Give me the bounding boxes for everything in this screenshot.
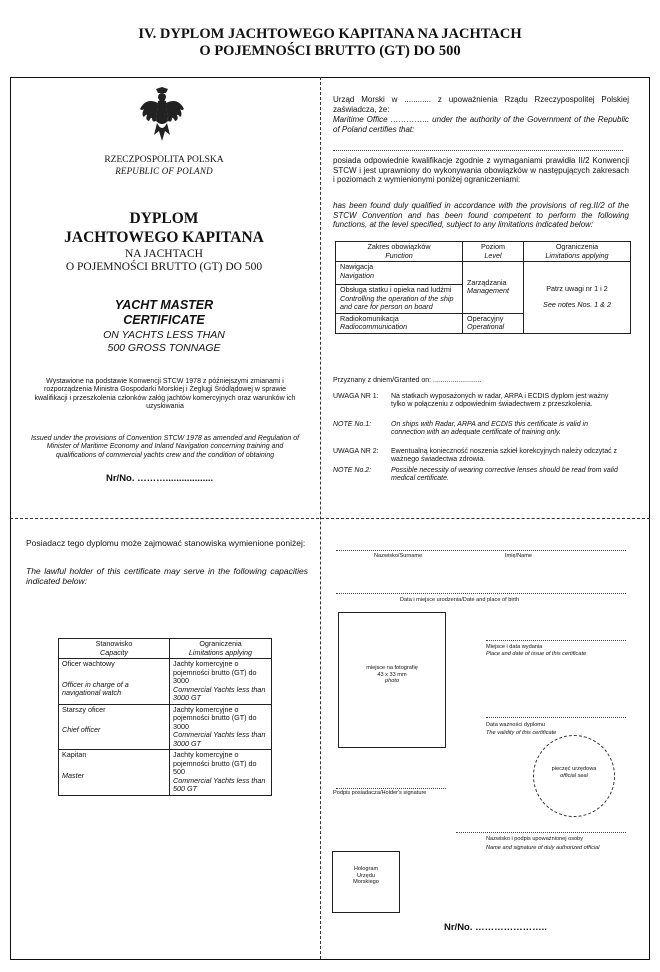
note2-pl: Ewentualną konieczność noszenia szkieł korekcyjnych należy odczytać z ważnego świadectwa zdrowia. (391, 448, 618, 464)
hologram-line-3: Morskiego (353, 879, 379, 886)
functions-table (335, 241, 631, 334)
seal-label-en: official seal (560, 772, 588, 779)
title-en-4: 500 GROSS TONNAGE (107, 342, 221, 354)
limitation-cell (170, 659, 272, 705)
header-limitations (170, 639, 272, 659)
header-level-en: Level (484, 250, 502, 260)
capacity-en: Officer in charge of a navigational watch (62, 679, 129, 697)
header-capacity-pl: Stanowisko (95, 639, 133, 648)
qualified-statement-pl: posiada odpowiednie kwalifikacje zgodnie z wymaganiami prawidła II/2 Konwencji STCW i jest uprawniony do wykonywania obowiązków w następujących zakresach i poziomach z wymienionymi poniżej ograniczeniami: (333, 156, 629, 184)
header-limitations-en: Limitations applying (545, 250, 609, 260)
issued-statement-pl: Wystawione na podstawie Konwencji STCW 1978 z późniejszymi zmianami i rozporządzenia Ministra Gospodarki Morskiej i Żeglugi Śródlądowej w sprawie kwalifikacji i przeszkolenia członków załóg jachtów komercyjnych oraz warunków ich uzyskiwania (34, 378, 296, 411)
state-name-pl: RZECZPOSPOLITA POLSKA (104, 155, 224, 165)
title-en-1: YACHT MASTER (114, 298, 214, 312)
limitation-en: Commercial Yachts less than 3000 GT (173, 730, 266, 748)
level-management-pl: Zarządzania (467, 277, 507, 287)
seal-label-pl: pieczęć urzędowa (551, 766, 597, 772)
official-seal-placeholder (533, 735, 615, 817)
functions-table-header (336, 242, 631, 262)
function-en: Navigation (340, 270, 374, 280)
polish-eagle-emblem-icon (138, 87, 186, 143)
capacity-cell (59, 750, 170, 796)
capacity-pl: Kapitan (62, 750, 87, 759)
note1-label-en: NOTE No.1: (333, 421, 372, 428)
page-title-line-1: IV. DYPLOM JACHTOWEGO KAPITANA NA JACHTACH (138, 26, 522, 42)
header-level (463, 242, 524, 262)
level-operational-pl: Operacyjny (467, 313, 504, 323)
surname-name-line (336, 550, 626, 551)
photo-placeholder (338, 612, 446, 748)
holder-name-line (333, 150, 623, 151)
granted-on: Przyznany z dniem/Granted on: ......................... (333, 377, 482, 384)
official-label-pl: Nazwisko i podpis upoważnionej osoby (486, 836, 584, 842)
birth-line (336, 593, 626, 594)
capacity-en: Chief officer (62, 725, 101, 734)
table-row (59, 750, 272, 796)
validity-label-pl: Data ważności dyplomu (486, 722, 546, 728)
validity-label-en: The validity of this certificate (486, 730, 557, 736)
header-capacity-en: Capacity (100, 647, 128, 657)
hologram-line-1: Hologram (353, 866, 379, 872)
official-label-en: Name and signature of duly authorized official (486, 845, 600, 851)
official-signature-line (456, 832, 626, 833)
header-limitations-en: Limitations applying (188, 647, 253, 657)
note1-label-pl: UWAGA NR 1: (333, 393, 379, 400)
function-radio (336, 313, 463, 333)
title-pl-1: DYPLOM (129, 210, 199, 227)
title-pl-2: JACHTOWEGO KAPITANA (64, 229, 264, 246)
limitation-pl: Jachty komercyjne o pojemności brutto (GT) do 3000 (173, 704, 257, 731)
level-operational-en: Operational (467, 322, 505, 331)
capacity-en: Master (62, 770, 84, 780)
table-row (336, 262, 631, 285)
header-limitations-pl: Ograniczenia (555, 242, 599, 251)
birth-label: Data i miejsce urodzenia/Date and place of birth (400, 597, 520, 603)
issued-statement-en: Issued under the provisions of Convention STCW 1978 as amended and Regulation of Minister of Maritime Economy and Inland Navigation concerning training and qualifications of commercial yachts crew and the condition of obtaining (30, 435, 300, 459)
office-statement-en: Maritime Office …………... under the authority of the Government of the Republic of Poland certifies that: (333, 115, 629, 134)
function-en: Radiocommunication (340, 322, 408, 331)
limitation-en: Commercial Yachts less than 3000 GT (173, 684, 266, 702)
holder-signature-line (336, 788, 446, 789)
issue-line (486, 640, 626, 641)
limitation-cell (170, 750, 272, 796)
table-row (59, 704, 272, 750)
level-operational (463, 313, 524, 333)
limitation-en: Commercial Yachts less than 500 GT (173, 775, 266, 793)
page-title (0, 26, 660, 60)
note2-en: Possible necessity of wearing corrective lenses should be read from valid medical certificate. (391, 467, 618, 483)
header-function-en: Function (385, 250, 413, 260)
capacities-table (58, 638, 272, 796)
horizontal-fold-line (10, 518, 650, 519)
photo-size: 43 x 33 mm (377, 671, 407, 678)
photo-label-pl: miejsce na fotografię (366, 665, 418, 671)
limitations-en: See notes Nos. 1 & 2 (543, 299, 611, 309)
table-row (59, 659, 272, 705)
limitation-pl: Jachty komercyjne o pojemności brutto (GT) do 500 (173, 750, 257, 776)
office-statement-pl: Urząd Morski w ............ z upoważnienia Rządu Rzeczypospolitej Polskiej zaświadcza, że: (333, 95, 629, 114)
capacity-cell (59, 659, 170, 705)
title-pl-3: NA JACHTACH (125, 248, 203, 260)
note2-label-pl: UWAGA NR 2: (333, 448, 379, 455)
capacity-pl: Starszy oficer (62, 704, 106, 714)
holder-capacities-en: The lawful holder of this certificate may serve in the following capacities indicated below: (26, 566, 308, 586)
note2-label-en: NOTE No.2: (333, 467, 372, 474)
function-en: Controlling the operation of the ship and care for person on board (340, 293, 454, 311)
title-en-2: CERTIFICATE (123, 313, 205, 327)
hologram-line-2: Urzędu (356, 872, 376, 879)
photo-label-en: photo (385, 678, 399, 685)
function-pl: Nawigacja (340, 262, 374, 271)
function-operation (336, 285, 463, 314)
function-pl: Obsługa statku i opieka nad ludźmi (340, 285, 452, 294)
capacity-cell (59, 704, 170, 750)
issue-label-pl: Miejsce i data wydania (486, 644, 543, 650)
header-capacity (59, 639, 170, 659)
limitation-pl: Jachty komercyjne o pojemności brutto (GT) do 3000 (173, 659, 257, 685)
certificate-number-back: Nr/No. ………………….. (444, 922, 547, 933)
certificate-number-front: Nr/No. ……….................. (106, 473, 214, 484)
state-name-en: REPUBLIC OF POLAND (115, 166, 213, 176)
header-limitations (524, 242, 631, 262)
limitation-cell (170, 704, 272, 750)
title-en-3: ON YACHTS LESS THAN (103, 329, 225, 341)
holder-capacities-pl: Posiadacz tego dyplomu może zajmować stanowiska wymienione poniżej: (26, 538, 306, 548)
header-function-pl: Zakres obowiązków (367, 242, 431, 251)
capacity-pl: Oficer wachtowy (62, 659, 115, 668)
header-level-pl: Poziom (481, 242, 505, 251)
note1-pl: Na statkach wyposażonych w radar, ARPA i ECDIS dyplom jest ważny tylko w połączeniu z odpowiednim świadectwem z przeszkolenia. (391, 393, 609, 409)
level-management (463, 262, 524, 314)
surname-label: Nazwisko/Surname (374, 553, 423, 559)
function-pl: Radiokomunikacja (340, 313, 399, 323)
issue-label-en: Place and date of issue of this certificate (486, 651, 587, 657)
level-management-en: Management (467, 286, 509, 296)
name-label: Imię/Name (505, 553, 533, 559)
holder-signature-label: Podpis posiadacza/Holder's signature (333, 790, 427, 796)
page-title-line-2: O POJEMNOŚCI BRUTTO (GT) DO 500 (199, 43, 461, 59)
hologram-placeholder (332, 851, 400, 913)
note1-en: On ships with Radar, ARPA and ECDIS this certificate is valid in connection with an adequate certificate of training only. (391, 421, 588, 437)
limitations-cell (524, 262, 631, 334)
function-navigation (336, 262, 463, 285)
qualified-statement-en: has been found duly qualified in accordance with the provisions of reg.II/2 of the STCW Convention and has been found competent to perform the following functions, at the level specified, subject to any limitations indicated below: (333, 201, 629, 229)
header-limitations-pl: Ograniczenia (199, 639, 242, 648)
capacities-table-header (59, 639, 272, 659)
title-pl-4: O POJEMNOŚCI BRUTTO (GT) DO 500 (65, 261, 263, 273)
header-function (336, 242, 463, 262)
validity-line (486, 717, 626, 718)
limitations-pl: Patrz uwagi nr 1 i 2 (546, 284, 608, 294)
